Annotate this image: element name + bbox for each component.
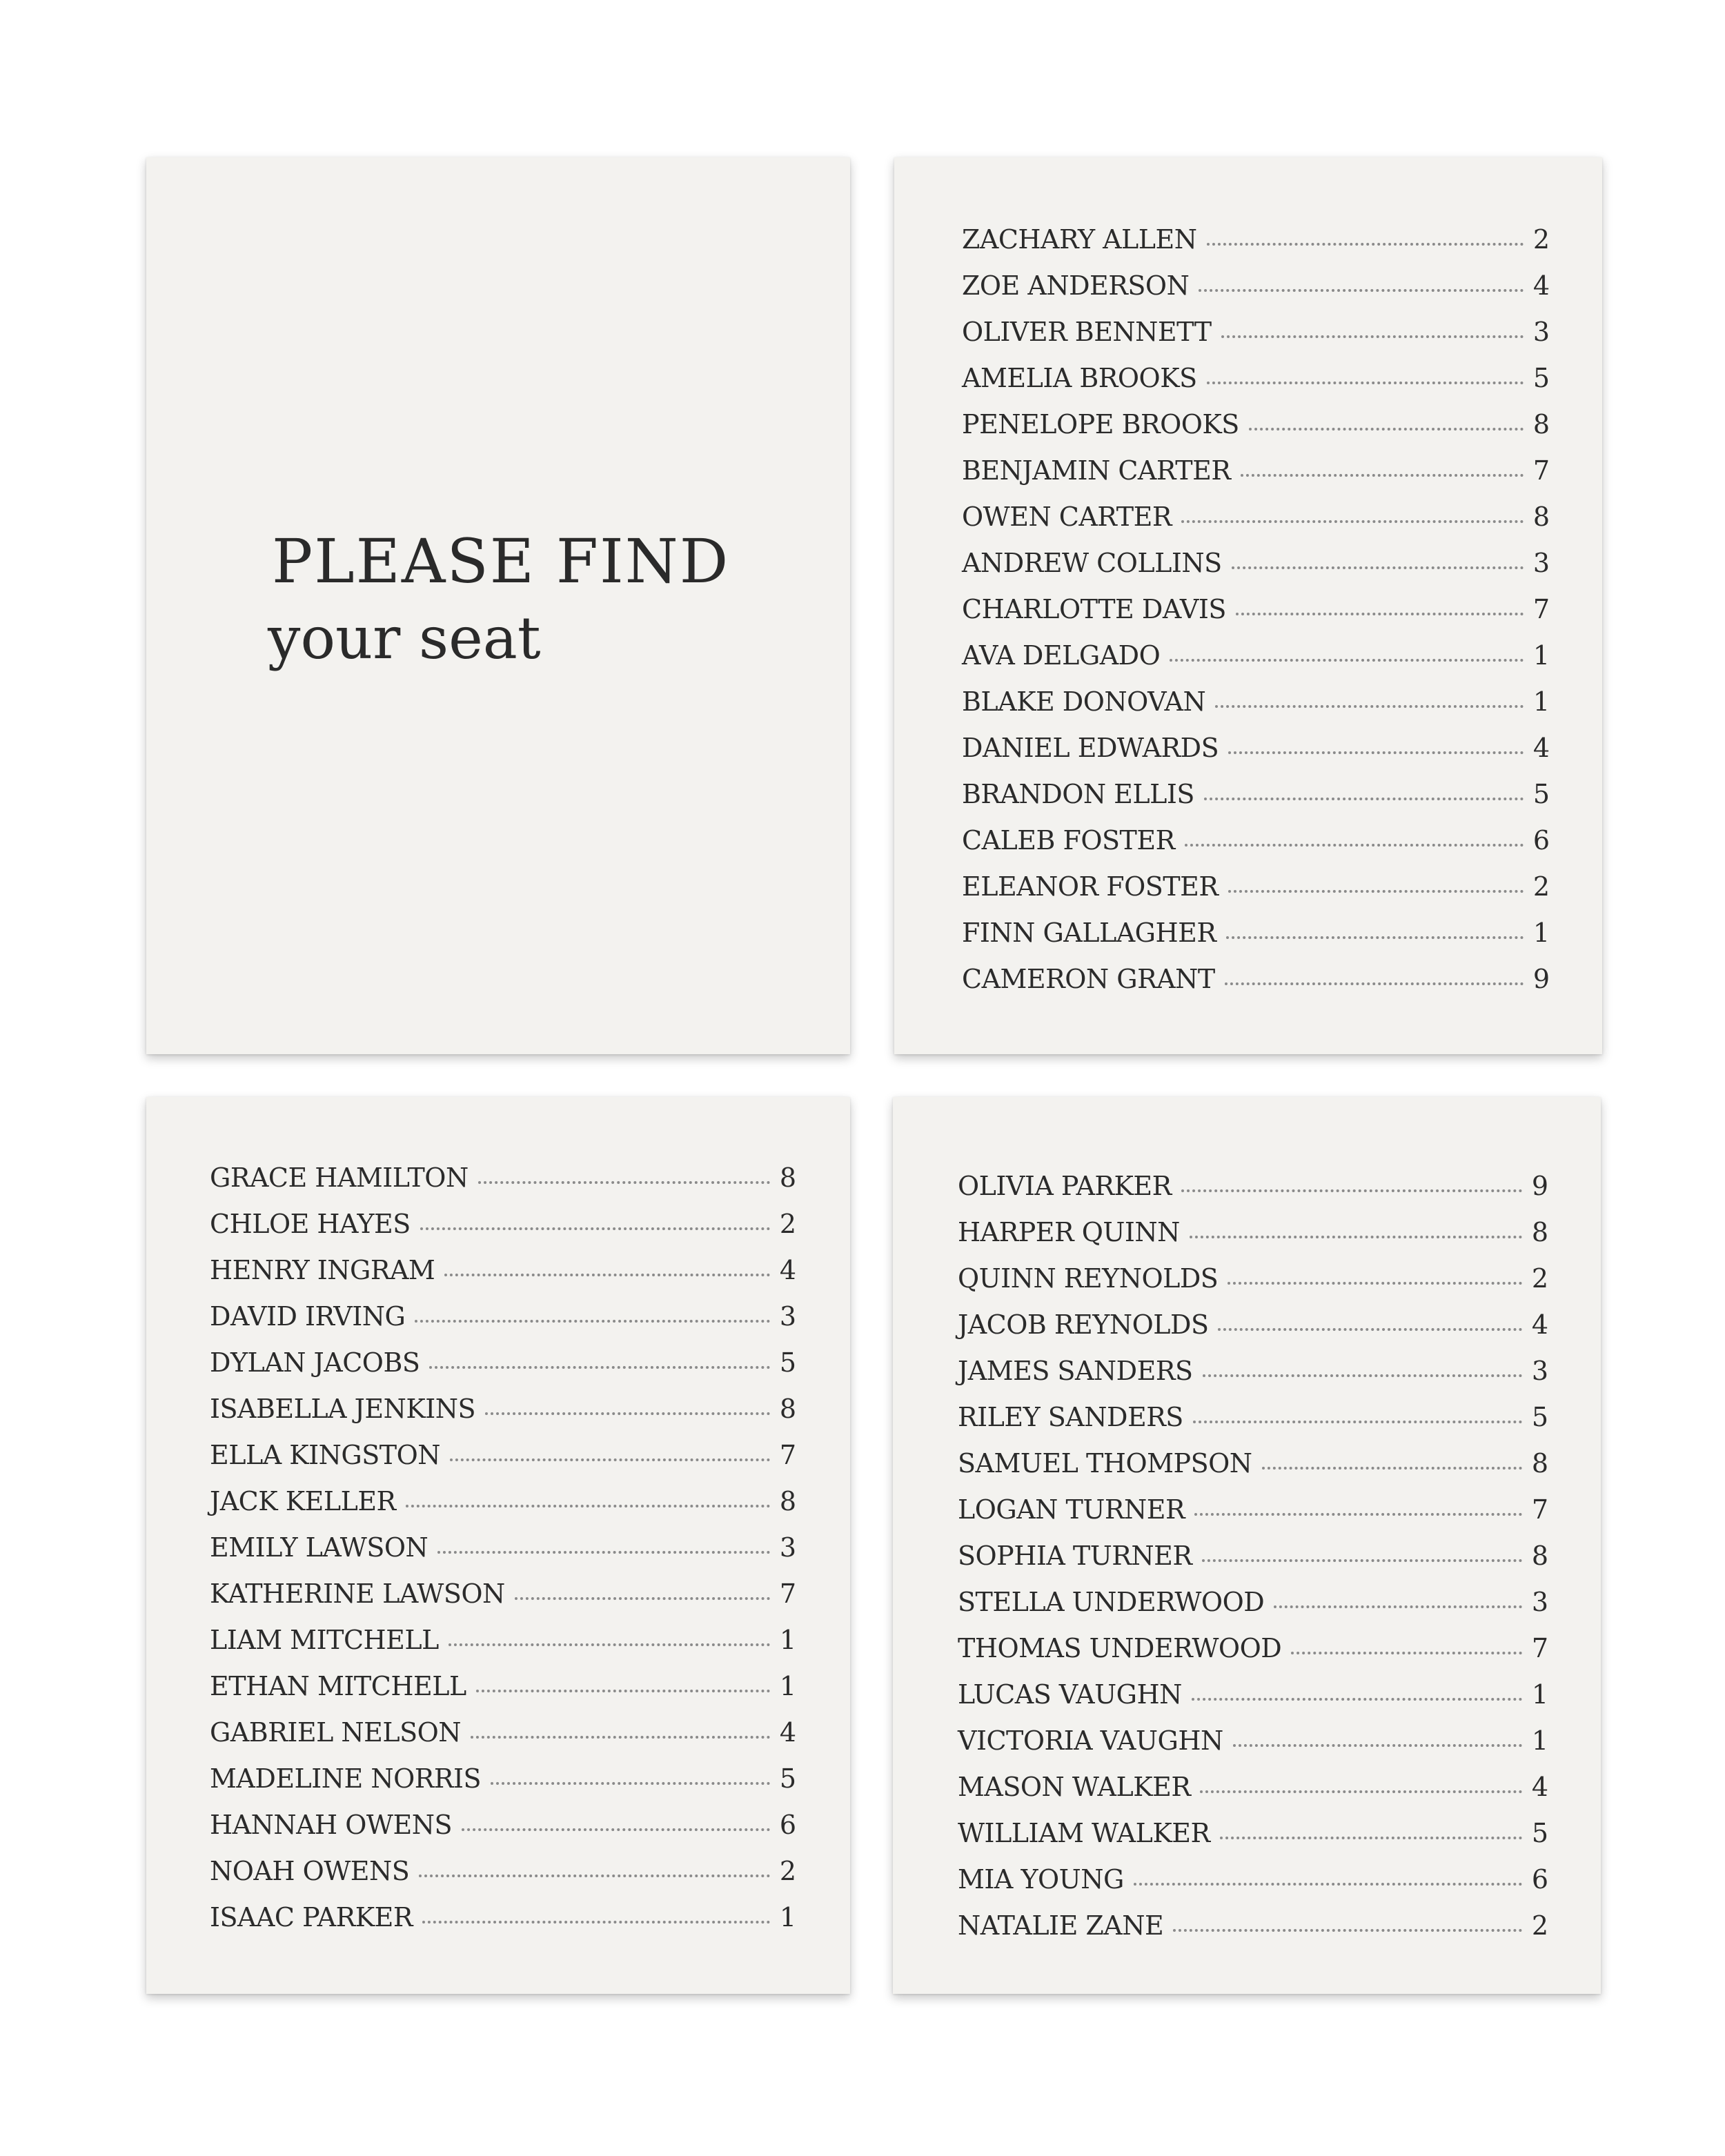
table-number: 2 bbox=[1532, 871, 1550, 902]
guest-name: NOAH OWENS bbox=[210, 1856, 410, 1886]
guest-name: LUCAS VAUGHN bbox=[958, 1679, 1182, 1710]
table-number: 5 bbox=[1532, 779, 1550, 809]
guest-name: CALEB FOSTER bbox=[962, 825, 1175, 856]
list-item bbox=[962, 586, 1550, 633]
table-number: 8 bbox=[1531, 1217, 1548, 1247]
seating-card-1 bbox=[894, 157, 1602, 1054]
guest-name: OWEN CARTER bbox=[962, 502, 1172, 532]
list-item bbox=[958, 1857, 1548, 1903]
list-item bbox=[962, 402, 1550, 448]
table-number: 5 bbox=[1532, 363, 1550, 393]
guest-name: BRANDON ELLIS bbox=[962, 779, 1194, 809]
guest-name: DYLAN JACOBS bbox=[210, 1347, 420, 1378]
table-number: 8 bbox=[1531, 1541, 1548, 1571]
guest-name: HARPER QUINN bbox=[958, 1217, 1180, 1247]
dot-leader bbox=[1170, 659, 1524, 662]
table-number: 9 bbox=[1531, 1171, 1548, 1201]
dot-leader bbox=[1220, 1837, 1522, 1839]
table-number: 8 bbox=[1532, 409, 1550, 439]
dot-leader bbox=[1204, 798, 1524, 800]
guest-name: ELLA KINGSTON bbox=[210, 1440, 441, 1470]
list-item bbox=[958, 1394, 1548, 1441]
list-item bbox=[962, 263, 1550, 309]
guest-name: ELEANOR FOSTER bbox=[962, 871, 1219, 902]
guest-name: LIAM MITCHELL bbox=[210, 1625, 439, 1655]
list-item bbox=[958, 1579, 1548, 1625]
table-number: 2 bbox=[779, 1209, 796, 1239]
dot-leader bbox=[1207, 243, 1524, 246]
list-item bbox=[210, 1802, 796, 1848]
seating-list bbox=[958, 1163, 1548, 1949]
list-item bbox=[958, 1441, 1548, 1487]
list-item bbox=[210, 1848, 796, 1895]
list-item bbox=[958, 1672, 1548, 1718]
list-item bbox=[958, 1718, 1548, 1764]
table-number: 3 bbox=[1532, 548, 1550, 578]
dot-leader bbox=[1249, 428, 1524, 431]
table-number: 7 bbox=[1532, 594, 1550, 624]
guest-name: BLAKE DONOVAN bbox=[962, 686, 1206, 717]
table-number: 1 bbox=[1532, 918, 1550, 948]
dot-leader bbox=[515, 1597, 770, 1600]
guest-name: MADELINE NORRIS bbox=[210, 1763, 482, 1794]
table-number: 6 bbox=[1531, 1864, 1548, 1895]
list-item bbox=[958, 1256, 1548, 1302]
guest-name: AVA DELGADO bbox=[962, 640, 1161, 671]
dot-leader bbox=[1226, 936, 1524, 939]
dot-leader bbox=[1232, 566, 1524, 569]
dot-leader bbox=[1241, 474, 1524, 477]
dot-leader bbox=[1228, 1282, 1521, 1285]
list-item bbox=[962, 679, 1550, 725]
list-item bbox=[958, 1810, 1548, 1857]
list-item bbox=[210, 1294, 796, 1340]
dot-leader bbox=[1225, 982, 1524, 985]
table-number: 2 bbox=[779, 1856, 796, 1886]
guest-name: CHARLOTTE DAVIS bbox=[962, 594, 1226, 624]
dot-leader bbox=[1200, 1790, 1521, 1793]
list-item bbox=[958, 1302, 1548, 1348]
list-item bbox=[210, 1571, 796, 1617]
list-item bbox=[962, 910, 1550, 956]
dot-leader bbox=[1207, 382, 1524, 384]
dot-leader bbox=[419, 1875, 770, 1877]
dot-leader bbox=[476, 1690, 770, 1692]
guest-name: BENJAMIN CARTER bbox=[962, 455, 1231, 486]
list-item bbox=[958, 1209, 1548, 1256]
seating-list bbox=[962, 217, 1550, 1002]
list-item bbox=[958, 1533, 1548, 1579]
guest-name: STELLA UNDERWOOD bbox=[958, 1587, 1265, 1617]
dot-leader bbox=[1215, 705, 1524, 708]
table-number: 4 bbox=[1532, 270, 1550, 301]
guest-name: OLIVIA PARKER bbox=[958, 1171, 1172, 1201]
guest-name: CAMERON GRANT bbox=[962, 964, 1215, 994]
title-card bbox=[146, 157, 850, 1054]
list-item bbox=[958, 1764, 1548, 1810]
list-item bbox=[962, 818, 1550, 864]
dot-leader bbox=[1185, 844, 1524, 847]
list-item bbox=[958, 1163, 1548, 1209]
dot-leader bbox=[1221, 335, 1524, 338]
list-item bbox=[962, 956, 1550, 1002]
table-number: 5 bbox=[1531, 1818, 1548, 1848]
dot-leader bbox=[1202, 1559, 1522, 1562]
list-item bbox=[962, 217, 1550, 263]
table-number: 8 bbox=[779, 1394, 796, 1424]
table-number: 4 bbox=[1532, 733, 1550, 763]
guest-name: HANNAH OWENS bbox=[210, 1810, 452, 1840]
dot-leader bbox=[485, 1412, 770, 1415]
dot-leader bbox=[1134, 1883, 1522, 1886]
list-item bbox=[210, 1895, 796, 1941]
guest-name: VICTORIA VAUGHN bbox=[958, 1725, 1223, 1756]
dot-leader bbox=[1193, 1421, 1522, 1423]
list-item bbox=[210, 1478, 796, 1525]
guest-name: MIA YOUNG bbox=[958, 1864, 1124, 1895]
seating-card-3 bbox=[893, 1097, 1601, 1994]
list-item bbox=[958, 1348, 1548, 1394]
table-number: 4 bbox=[779, 1717, 796, 1748]
dot-leader bbox=[444, 1274, 769, 1276]
list-item bbox=[962, 355, 1550, 402]
guest-name: JACK KELLER bbox=[210, 1486, 396, 1516]
table-number: 8 bbox=[1532, 502, 1550, 532]
table-number: 2 bbox=[1531, 1910, 1548, 1941]
dot-leader bbox=[1262, 1467, 1522, 1470]
table-number: 1 bbox=[1532, 640, 1550, 671]
table-number: 9 bbox=[1532, 964, 1550, 994]
dot-leader bbox=[450, 1458, 770, 1461]
list-item bbox=[958, 1487, 1548, 1533]
guest-name: ZACHARY ALLEN bbox=[962, 224, 1197, 255]
guest-name: OLIVER BENNETT bbox=[962, 317, 1212, 347]
table-number: 4 bbox=[779, 1255, 796, 1285]
table-number: 4 bbox=[1531, 1772, 1548, 1802]
title-subheading: your seat bbox=[268, 604, 541, 672]
table-number: 1 bbox=[1531, 1725, 1548, 1756]
list-item bbox=[962, 448, 1550, 494]
dot-leader bbox=[471, 1736, 770, 1739]
guest-name: SOPHIA TURNER bbox=[958, 1541, 1192, 1571]
guest-name: JAMES SANDERS bbox=[958, 1356, 1193, 1386]
guest-name: WILLIAM WALKER bbox=[958, 1818, 1210, 1848]
dot-leader bbox=[1203, 1374, 1522, 1377]
dot-leader bbox=[437, 1551, 770, 1554]
dot-leader bbox=[1274, 1605, 1522, 1608]
list-item bbox=[962, 771, 1550, 818]
table-number: 3 bbox=[1531, 1356, 1548, 1386]
table-number: 7 bbox=[1532, 455, 1550, 486]
guest-name: FINN GALLAGHER bbox=[962, 918, 1216, 948]
table-number: 4 bbox=[1531, 1309, 1548, 1340]
guest-name: SAMUEL THOMPSON bbox=[958, 1448, 1252, 1478]
seating-list bbox=[210, 1155, 796, 1941]
table-number: 1 bbox=[1532, 686, 1550, 717]
table-number: 3 bbox=[779, 1301, 796, 1332]
dot-leader bbox=[1194, 1513, 1522, 1516]
table-number: 1 bbox=[1531, 1679, 1548, 1710]
table-number: 2 bbox=[1531, 1263, 1548, 1294]
table-number: 8 bbox=[779, 1486, 796, 1516]
dot-leader bbox=[415, 1320, 769, 1323]
seating-card-2 bbox=[146, 1097, 850, 1994]
list-item bbox=[210, 1710, 796, 1756]
dot-leader bbox=[420, 1227, 770, 1230]
guest-name: AMELIA BROOKS bbox=[962, 363, 1197, 393]
guest-name: ZOE ANDERSON bbox=[962, 270, 1190, 301]
dot-leader bbox=[429, 1366, 769, 1369]
guest-name: EMILY LAWSON bbox=[210, 1532, 428, 1563]
guest-name: LOGAN TURNER bbox=[958, 1494, 1185, 1525]
guest-name: ETHAN MITCHELL bbox=[210, 1671, 466, 1701]
table-number: 2 bbox=[1532, 224, 1550, 255]
table-number: 6 bbox=[1532, 825, 1550, 856]
list-item bbox=[210, 1386, 796, 1432]
guest-name: MASON WALKER bbox=[958, 1772, 1191, 1802]
dot-leader bbox=[1236, 613, 1524, 615]
list-item bbox=[962, 540, 1550, 586]
guest-name: QUINN REYNOLDS bbox=[958, 1263, 1219, 1294]
table-number: 8 bbox=[1531, 1448, 1548, 1478]
dot-leader bbox=[406, 1505, 770, 1507]
guest-name: ISAAC PARKER bbox=[210, 1902, 413, 1932]
list-item bbox=[962, 725, 1550, 771]
table-number: 1 bbox=[779, 1671, 796, 1701]
dot-leader bbox=[478, 1181, 770, 1184]
guest-name: ISABELLA JENKINS bbox=[210, 1394, 476, 1424]
dot-leader bbox=[1173, 1929, 1522, 1932]
guest-name: HENRY INGRAM bbox=[210, 1255, 435, 1285]
list-item bbox=[210, 1525, 796, 1571]
table-number: 3 bbox=[1531, 1587, 1548, 1617]
guest-name: DAVID IRVING bbox=[210, 1301, 406, 1332]
list-item bbox=[962, 494, 1550, 540]
list-item bbox=[210, 1340, 796, 1386]
dot-leader bbox=[1228, 890, 1524, 893]
table-number: 6 bbox=[779, 1810, 796, 1840]
title-heading: PLEASE FIND bbox=[272, 526, 730, 597]
dot-leader bbox=[491, 1782, 770, 1785]
table-number: 1 bbox=[779, 1625, 796, 1655]
list-item bbox=[210, 1155, 796, 1201]
guest-name: CHLOE HAYES bbox=[210, 1209, 411, 1239]
table-number: 1 bbox=[779, 1902, 796, 1932]
list-item bbox=[958, 1903, 1548, 1949]
list-item bbox=[958, 1625, 1548, 1672]
dot-leader bbox=[1291, 1652, 1522, 1654]
list-item bbox=[962, 864, 1550, 910]
dot-leader bbox=[448, 1643, 770, 1646]
list-item bbox=[962, 633, 1550, 679]
dot-leader bbox=[1181, 520, 1524, 523]
dot-leader bbox=[462, 1828, 770, 1831]
guest-name: THOMAS UNDERWOOD bbox=[958, 1633, 1282, 1663]
dot-leader bbox=[1199, 289, 1523, 292]
list-item bbox=[210, 1432, 796, 1478]
guest-name: NATALIE ZANE bbox=[958, 1910, 1164, 1941]
dot-leader bbox=[1218, 1328, 1521, 1331]
guest-name: GRACE HAMILTON bbox=[210, 1163, 469, 1193]
guest-name: JACOB REYNOLDS bbox=[958, 1309, 1209, 1340]
list-item bbox=[210, 1663, 796, 1710]
guest-name: RILEY SANDERS bbox=[958, 1402, 1183, 1432]
table-number: 5 bbox=[779, 1763, 796, 1794]
guest-name: DANIEL EDWARDS bbox=[962, 733, 1219, 763]
list-item bbox=[210, 1201, 796, 1247]
table-number: 3 bbox=[1532, 317, 1550, 347]
guest-name: GABRIEL NELSON bbox=[210, 1717, 462, 1748]
guest-name: KATHERINE LAWSON bbox=[210, 1579, 505, 1609]
list-item bbox=[962, 309, 1550, 355]
dot-leader bbox=[1228, 751, 1524, 754]
dot-leader bbox=[422, 1921, 770, 1923]
list-item bbox=[210, 1756, 796, 1802]
list-item bbox=[210, 1617, 796, 1663]
table-number: 8 bbox=[779, 1163, 796, 1193]
dot-leader bbox=[1192, 1698, 1522, 1701]
dot-leader bbox=[1233, 1744, 1522, 1747]
table-number: 7 bbox=[1531, 1494, 1548, 1525]
table-number: 3 bbox=[779, 1532, 796, 1563]
table-number: 7 bbox=[1531, 1633, 1548, 1663]
list-item bbox=[210, 1247, 796, 1294]
table-number: 7 bbox=[779, 1440, 796, 1470]
guest-name: PENELOPE BROOKS bbox=[962, 409, 1239, 439]
table-number: 5 bbox=[1531, 1402, 1548, 1432]
table-number: 7 bbox=[779, 1579, 796, 1609]
guest-name: ANDREW COLLINS bbox=[962, 548, 1222, 578]
table-number: 5 bbox=[779, 1347, 796, 1378]
dot-leader bbox=[1190, 1236, 1522, 1238]
dot-leader bbox=[1181, 1189, 1522, 1192]
